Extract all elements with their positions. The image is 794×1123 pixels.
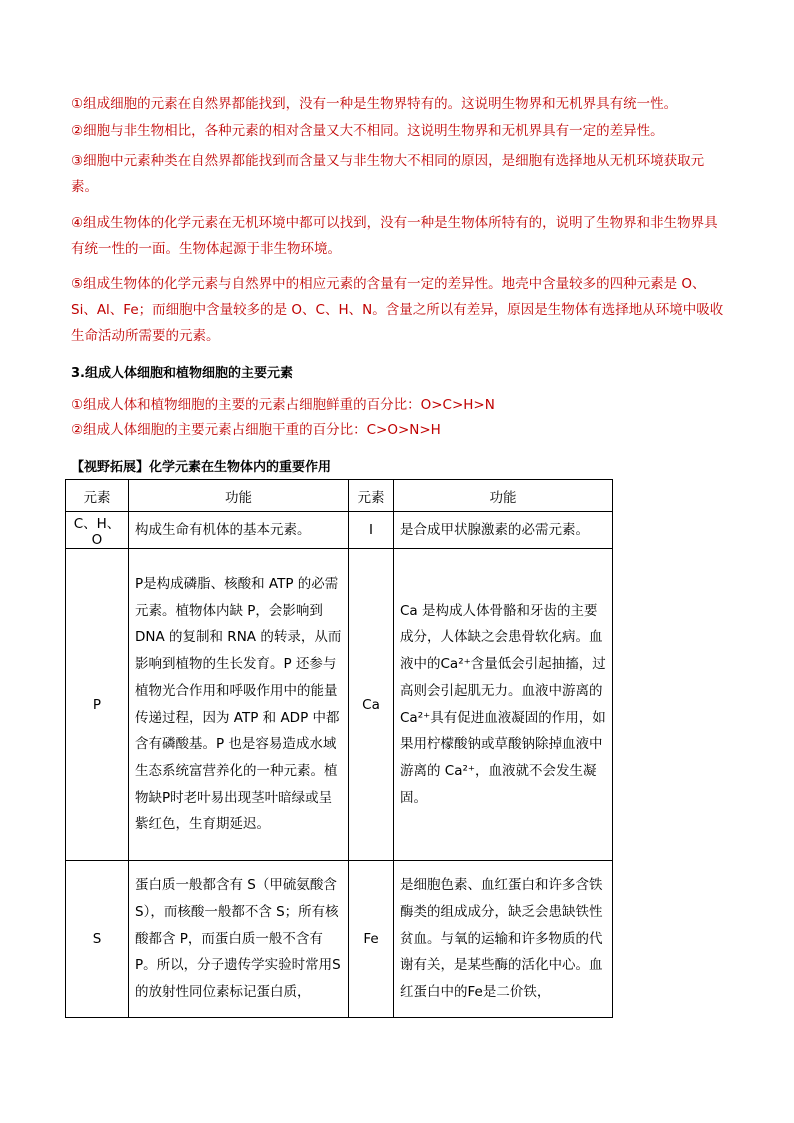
paragraph-3: ③细胞中元素种类在自然界都能找到而含量又与非生物大不相同的原因，是细胞有选择地从无机环境获取元素。 <box>71 153 705 195</box>
section-item-2: ②组成人体细胞的主要元素占细胞干重的百分比：C>O>N>H <box>71 422 441 438</box>
paragraph-2: ②细胞与非生物相比，各种元素的相对含量又大不相同。这说明生物界和无机界具有一定的差异性。 <box>71 123 664 139</box>
header-function-1: 功能 <box>129 480 349 512</box>
table-row <box>66 512 613 549</box>
function-cell: 构成生命有机体的基本元素。 <box>129 512 349 549</box>
section-item-1: ①组成人体和植物细胞的主要的元素占细胞鲜重的百分比：O>C>H>N <box>71 397 495 413</box>
table-header-row <box>66 480 613 512</box>
section-heading: 3.组成人体细胞和植物细胞的主要元素 <box>71 366 293 381</box>
table-row <box>66 549 613 861</box>
function-cell: 是合成甲状腺激素的必需元素。 <box>394 512 613 549</box>
header-element-1: 元素 <box>66 480 129 512</box>
function-cell: 蛋白质一般都含有 S（甲硫氨酸含 S），而核酸一般都不含 S；所有核酸都含 P，而蛋白质一般不含有P。所以，分子遗传学实验时常用S的放射性同位素标记蛋白质， <box>129 861 349 1018</box>
element-cell: C、H、O <box>66 512 129 549</box>
element-cell: I <box>349 512 394 549</box>
element-cell: Fe <box>349 861 394 1018</box>
elements-table <box>65 479 613 1018</box>
table-row <box>66 861 613 1018</box>
function-cell: P是构成磷脂、核酸和 ATP 的必需元素。植物体内缺 P，会影响到 DNA 的复制和 RNA 的转录，从而影响到植物的生长发育。P 还参与植物光合作用和呼吸作用中的能量传递过程，因为 ATP 和 ADP 中都含有磷酸基。P 也是容易造成水域生态系统富营养化的一种元素。植物缺P时老叶易出现茎叶暗绿或呈紫红色，生育期延迟。 <box>129 549 349 861</box>
table-caption: 【视野拓展】化学元素在生物体内的重要作用 <box>71 460 332 475</box>
header-element-2: 元素 <box>349 480 394 512</box>
element-cell: P <box>66 549 129 861</box>
paragraph-4: ④组成生物体的化学元素在无机环境中都可以找到，没有一种是生物体所特有的，说明了生物界和非生物界具有统一性的一面。生物体起源于非生物环境。 <box>71 215 718 257</box>
function-cell: 是细胞色素、血红蛋白和许多含铁酶类的组成成分，缺乏会患缺铁性贫血。与氧的运输和许多物质的代谢有关，是某些酶的活化中心。血红蛋白中的Fe是二价铁， <box>394 861 613 1018</box>
function-cell: Ca 是构成人体骨骼和牙齿的主要成分，人体缺之会患骨软化病。血液中的Ca²⁺含量低会引起抽搐，过高则会引起肌无力。血液中游离的 Ca²⁺具有促进血液凝固的作用，如果用柠檬酸钠或草酸钠除掉血液中游离的 Ca²⁺，血液就不会发生凝固。 <box>394 549 613 861</box>
element-cell: Ca <box>349 549 394 861</box>
element-cell: S <box>66 861 129 1018</box>
paragraph-1: ①组成细胞的元素在自然界都能找到，没有一种是生物界特有的。这说明生物界和无机界具有统一性。 <box>71 96 678 112</box>
paragraph-5: ⑤组成生物体的化学元素与自然界中的相应元素的含量有一定的差异性。地壳中含量较多的四种元素是 O、Si、Al、Fe；而细胞中含量较多的是 O、C、H、N。含量之所以有差异，原因是生物体有选择地从环境中吸收生命活动所需要的元素。 <box>71 276 724 344</box>
header-function-2: 功能 <box>394 480 613 512</box>
